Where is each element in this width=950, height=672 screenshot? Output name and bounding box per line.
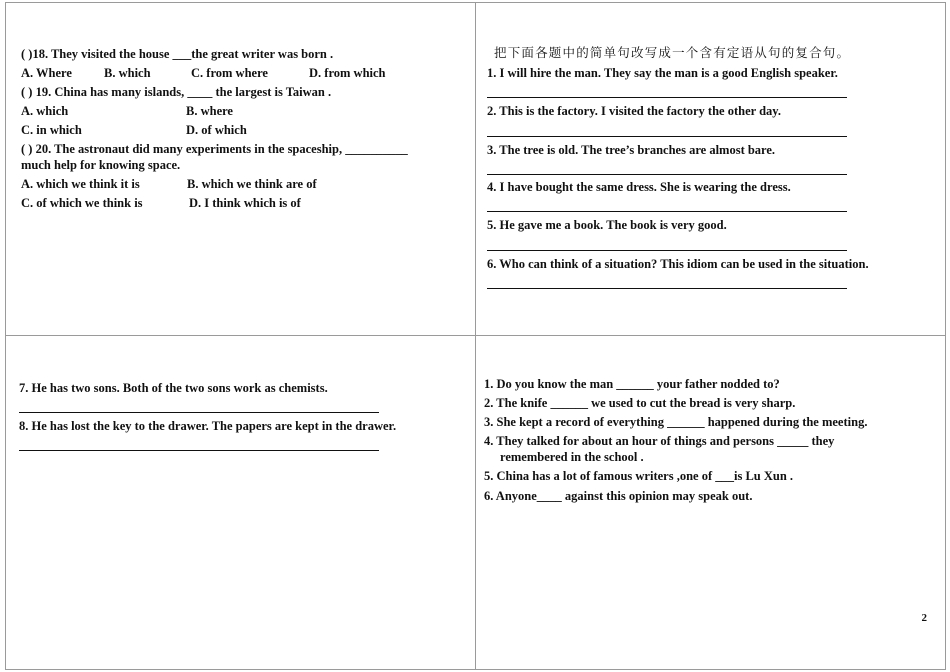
option-18-c: C. from where [191,66,268,80]
combine-item-1: 1. I will hire the man. They say the man is a good English speaker. [487,66,838,80]
answer-line-8 [19,450,379,451]
option-18-b: B. which [104,66,151,80]
fill-item-5: 5. China has a lot of famous writers ,one of ___is Lu Xun . [484,469,794,483]
combine-item-6: 6. Who can think of a situation? This idiom can be used in the situation. [487,257,869,271]
instruction-text: 把下面各题中的简单句改写成一个含有定语从句的复合句。 [494,45,851,60]
option-19-c: C. in which [21,123,82,137]
page-number: 2 [921,612,927,624]
option-18-d: D. from which [309,66,386,80]
question-20-continued: much help for knowing space. [21,158,181,172]
answer-line-3 [487,174,847,175]
quadrant-fill-blanks [475,335,946,670]
option-20-a: A. which we think it is [21,177,140,191]
quadrant-sentence-combining [475,2,946,336]
fill-item-3: 3. She kept a record of everything ______ happened during the meeting. [484,415,868,429]
answer-line-7 [19,412,379,413]
option-20-b: B. which we think are of [187,177,317,191]
fill-item-4-continued: remembered in the school . [500,450,644,464]
combine-item-4: 4. I have bought the same dress. She is wearing the dress. [487,180,791,194]
fill-item-6: 6. Anyone____ against this opinion may speak out. [484,489,753,503]
fill-item-4: 4. They talked for about an hour of things and persons _____ they [484,434,835,448]
fill-item-1: 1. Do you know the man ______ your father nodded to? [484,377,780,391]
question-18: ( )18. They visited the house ___the great writer was born . [21,47,334,61]
quadrant-sentence-combining-continued [5,335,476,670]
answer-line-4 [487,211,847,212]
fill-item-2: 2. The knife ______ we used to cut the bread is very sharp. [484,396,796,410]
quadrant-multiple-choice [5,2,476,336]
answer-line-2 [487,136,847,137]
answer-line-5 [487,250,847,251]
combine-item-5: 5. He gave me a book. The book is very good. [487,218,727,232]
option-20-d: D. I think which is of [189,196,301,210]
answer-line-6 [487,288,847,289]
combine-item-7: 7. He has two sons. Both of the two sons work as chemists. [19,381,328,395]
option-20-c: C. of which we think is [21,196,143,210]
option-19-a: A. which [21,104,69,118]
answer-line-1 [487,97,847,98]
question-20: ( ) 20. The astronaut did many experiments in the spaceship, __________ [21,142,408,156]
combine-item-3: 3. The tree is old. The tree’s branches are almost bare. [487,143,776,157]
combine-item-8: 8. He has lost the key to the drawer. The papers are kept in the drawer. [19,419,397,433]
option-19-b: B. where [186,104,233,118]
question-19: ( ) 19. China has many islands, ____ the largest is Taiwan . [21,85,332,99]
option-18-a: A. Where [21,66,72,80]
combine-item-2: 2. This is the factory. I visited the factory the other day. [487,104,781,118]
option-19-d: D. of which [186,123,247,137]
